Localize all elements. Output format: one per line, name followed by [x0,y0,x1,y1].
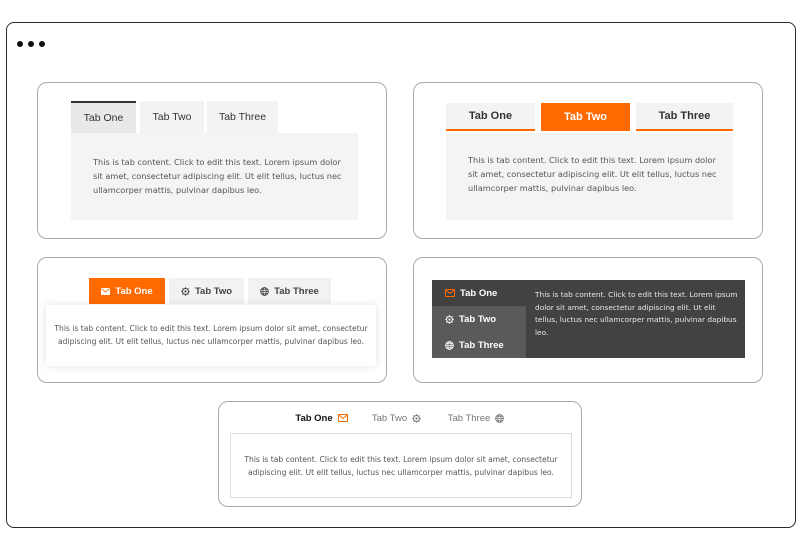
window-dot[interactable] [28,41,34,47]
tab-content-panel [230,433,572,498]
tab-label: Tab One [468,110,513,122]
tab-label: Tab Two [194,285,233,297]
tabs-widget-style-2 [413,82,763,239]
tab-content-panel [446,133,733,220]
gear-icon [181,287,190,296]
tab-label: Tab One [115,285,153,297]
gear-icon [445,315,454,324]
tab-two[interactable] [169,278,244,304]
tab-label: Tab Three [447,412,491,424]
tab-label: Tab Three [274,285,319,297]
tab-one[interactable] [432,280,526,306]
tab-label: Tab Two [564,111,607,123]
tab-label: Tab One [295,412,333,424]
tab-three[interactable] [248,278,331,304]
window-dot[interactable] [39,41,45,47]
gear-icon [412,414,421,423]
tab-three[interactable] [446,410,506,426]
tab-label: Tab Three [459,339,504,351]
tab-one[interactable] [294,410,349,426]
globe-icon [260,287,269,296]
tab-three[interactable] [636,103,733,131]
tab-two[interactable] [369,410,424,426]
tab-content-panel [46,305,376,366]
tab-one[interactable] [89,278,165,304]
envelope-icon [101,288,110,295]
globe-icon [495,414,504,423]
tabs-widget-style-5 [218,401,582,507]
tab-two[interactable] [140,101,204,133]
tab-label: Tab One [460,287,498,299]
tab-three[interactable] [207,101,278,133]
tab-content-text: This is tab content. Click to edit this text. Lorem ipsum dolor sit amet, consectetur adipiscing elit. Ut elit tellus, luctus nec ullamcorper mattis, pulvinar dapibus leo. [54,324,368,346]
tab-content-panel [526,280,745,358]
tabs-widget-style-4 [413,257,763,383]
tab-one[interactable] [446,103,535,131]
envelope-icon [445,289,455,297]
tab-one[interactable] [71,101,136,133]
tabs-widget-style-1 [37,82,387,239]
tab-two[interactable] [541,103,630,131]
vertical-tabs [432,280,745,358]
tab-content-text: This is tab content. Click to edit this text. Lorem ipsum dolor sit amet, consectetur adipiscing elit. Ut elit tellus, luctus nec ullamcorper mattis, pulvinar dapibus leo. [244,455,558,477]
tab-content-text: This is tab content. Click to edit this text. Lorem ipsum dolor sit amet, consectetur adipiscing elit. Ut elit tellus, luctus nec ullamcorper mattis, pulvinar dapibus leo. [93,157,342,195]
tab-content-text: This is tab content. Click to edit this text. Lorem ipsum dolor sit amet, consectetur adipiscing elit. Ut elit tellus, luctus nec ullamcorper mattis, pulvinar dapibus leo. [535,290,738,337]
window-dot[interactable] [17,41,23,47]
tab-label: Tab Three [218,111,267,123]
tab-label: Tab One [83,112,124,124]
window-controls [17,41,45,47]
tabs-widget-style-3 [37,257,387,383]
tab-content-text: This is tab content. Click to edit this text. Lorem ipsum dolor sit amet, consectetur adipiscing elit. Ut elit tellus, luctus nec ullamcorper mattis, pulvinar dapibus leo. [468,155,717,193]
tab-label: Tab Two [371,412,408,424]
tab-content-panel [71,133,358,220]
tab-three[interactable] [432,332,526,358]
tab-two[interactable] [432,306,526,332]
globe-icon [445,341,454,350]
tab-label: Tab Two [152,111,192,123]
envelope-icon [338,414,348,422]
tab-label: Tab Three [658,110,711,122]
tab-label: Tab Two [459,313,497,325]
